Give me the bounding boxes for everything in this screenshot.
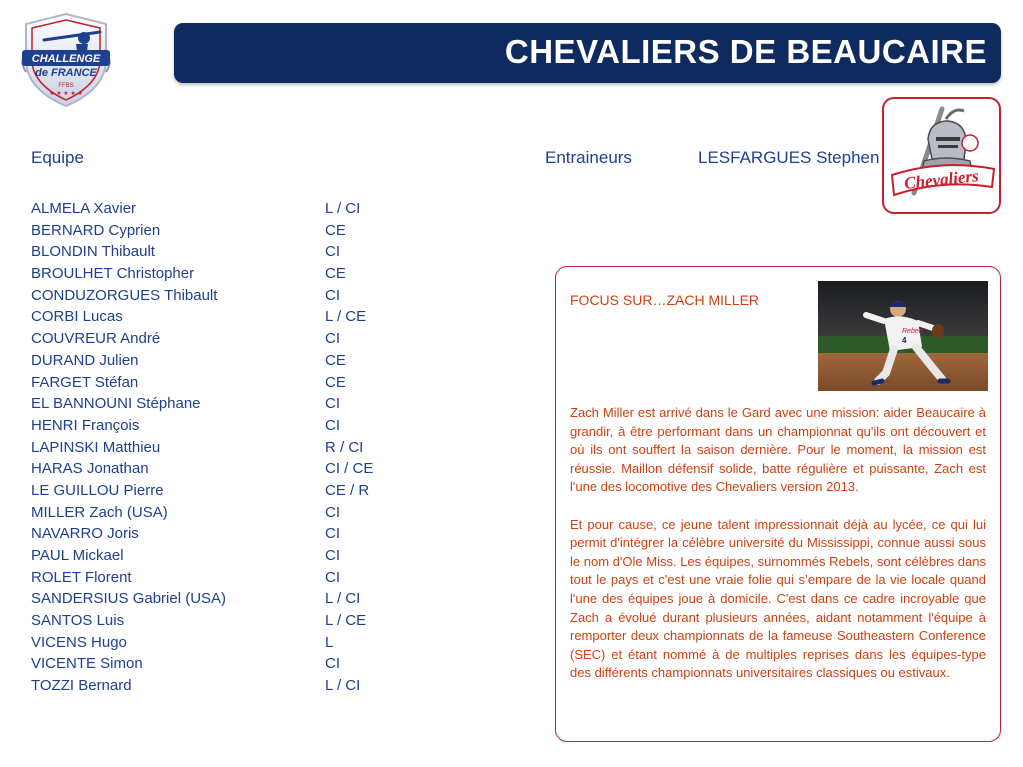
player-name: HENRI François	[31, 416, 140, 434]
svg-text:★ ★ ★ ★ ★: ★ ★ ★ ★ ★	[49, 91, 83, 97]
list-item	[31, 220, 451, 242]
player-position: CE	[325, 373, 346, 391]
list-item	[31, 632, 451, 654]
coach-label: Entraineurs	[545, 148, 632, 167]
player-name: VICENTE Simon	[31, 655, 143, 673]
player-position: CI	[325, 503, 340, 521]
list-item	[31, 198, 451, 220]
list-item	[31, 675, 451, 697]
list-item	[31, 545, 451, 567]
list-item	[31, 502, 451, 524]
list-item	[31, 372, 451, 394]
player-position: CI	[325, 547, 340, 564]
player-name: SANTOS Luis	[31, 612, 125, 630]
roster-list	[31, 198, 451, 697]
player-name: COUVREUR André	[31, 330, 161, 348]
player-name: CONDUZORGUES Thibault	[31, 286, 218, 304]
logo-text-de-france: de FRANCE	[35, 67, 97, 79]
player-position: CI / CE	[325, 460, 374, 478]
list-item	[31, 610, 451, 632]
list-item	[31, 263, 451, 285]
player-position: CI	[325, 416, 340, 434]
list-item	[31, 653, 451, 675]
header-bar	[174, 23, 1001, 83]
list-item	[31, 480, 451, 502]
player-name: BROULHET Christopher	[31, 265, 195, 283]
logo-text-ffbs: FFBS	[58, 83, 74, 89]
player-name: PAUL Mickael	[31, 547, 124, 564]
coach-name: LESFARGUES Stephen	[698, 148, 880, 167]
player-position: CE	[325, 221, 346, 239]
player-position: CI	[325, 286, 340, 304]
player-name: EL BANNOUNI Stéphane	[31, 395, 201, 413]
player-position: L / CE	[325, 308, 367, 326]
player-name: DURAND Julien	[31, 351, 139, 369]
list-item	[31, 241, 451, 263]
player-position: CI	[325, 568, 340, 586]
player-position: CE / R	[325, 481, 370, 499]
player-position: L / CE	[325, 612, 367, 630]
player-position: CI	[325, 243, 340, 261]
player-name: SANDERSIUS Gabriel (USA)	[31, 590, 227, 608]
player-name: MILLER Zach (USA)	[31, 503, 168, 521]
baseball-player-photo	[818, 281, 988, 391]
player-position: R / CI	[325, 438, 364, 456]
player-position: CI	[325, 330, 340, 348]
player-name: ALMELA Xavier	[31, 200, 137, 217]
player-name: BLONDIN Thibault	[31, 243, 155, 261]
list-item	[31, 437, 451, 459]
list-item	[31, 458, 451, 480]
player-position: CI	[325, 395, 340, 413]
list-item	[31, 567, 451, 589]
player-position: L / CI	[325, 200, 361, 217]
equipe-label: Equipe	[31, 148, 84, 167]
list-item	[31, 415, 451, 437]
player-name: LE GUILLOU Pierre	[31, 481, 164, 499]
chevaliers-logo-text: Chevaliers	[903, 166, 980, 193]
player-position: L	[325, 633, 334, 651]
list-item	[31, 328, 451, 350]
player-name: HARAS Jonathan	[31, 460, 149, 478]
challenge-de-france-logo	[14, 10, 118, 110]
list-item	[31, 523, 451, 545]
focus-paragraph-2: Et pour cause, ce jeune talent impressionnait déjà au lycée, ce qui lui permit d'intégrer la célèbre université du Mississippi, connue aussi sous le nom d'Ole Miss. Les équipes, surnommés Rebels, sont célèbres dans tout le pays et c'est une vraie folie qui s’empare de la vie locale quand l'une des équipes joue à domicile. C'est dans ce cadre incroyable que Zach a évolué durant plusieurs années, aidant notamment l'équipe à remporter deux championnats de la fameuse Southeastern Conference (SEC) et étant nommé à de multiples reprises dans les équipes-type des différents championnats universitaires classiques ou estivaux.	[570, 516, 986, 681]
player-name: BERNARD Cyprien	[31, 221, 161, 239]
chevaliers-logo	[882, 97, 1001, 214]
player-name: FARGET Stéfan	[31, 373, 139, 391]
player-position: CE	[325, 265, 346, 283]
player-name: ROLET Florent	[31, 568, 132, 586]
player-position: L / CI	[325, 677, 361, 695]
list-item	[31, 306, 451, 328]
player-position: CI	[325, 655, 340, 673]
focus-title: FOCUS SUR…ZACH MILLER	[570, 292, 760, 308]
focus-article	[570, 404, 986, 702]
logo-text-challenge: CHALLENGE	[31, 53, 101, 65]
player-name: NAVARRO Joris	[31, 525, 139, 543]
player-name: CORBI Lucas	[31, 308, 123, 326]
jersey-text: Rebels	[902, 328, 924, 335]
focus-panel	[555, 266, 1001, 742]
page-title: CHEVALIERS DE BEAUCAIRE	[504, 33, 987, 70]
list-item	[31, 350, 451, 372]
list-item	[31, 285, 451, 307]
focus-paragraph-1: Zach Miller est arrivé dans le Gard avec une mission: aider Beaucaire à grandir, à être performant dans un championnat qu'ils ont découvert et où ils ont souffert la saison dernière. Pour le moment, la mission est réussie. Maillon défensif solide, batte régulière et puissante, Zach est l'une des locomotive des Chevaliers version 2013.	[570, 405, 986, 495]
player-name: LAPINSKI Matthieu	[31, 438, 161, 456]
player-position: L / CI	[325, 590, 361, 608]
list-item	[31, 588, 451, 610]
player-position: CI	[325, 525, 340, 543]
jersey-number: 4	[902, 336, 907, 345]
list-item	[31, 393, 451, 415]
player-name: VICENS Hugo	[31, 633, 127, 651]
player-position: CE	[325, 351, 346, 369]
player-name: TOZZI Bernard	[31, 677, 132, 695]
